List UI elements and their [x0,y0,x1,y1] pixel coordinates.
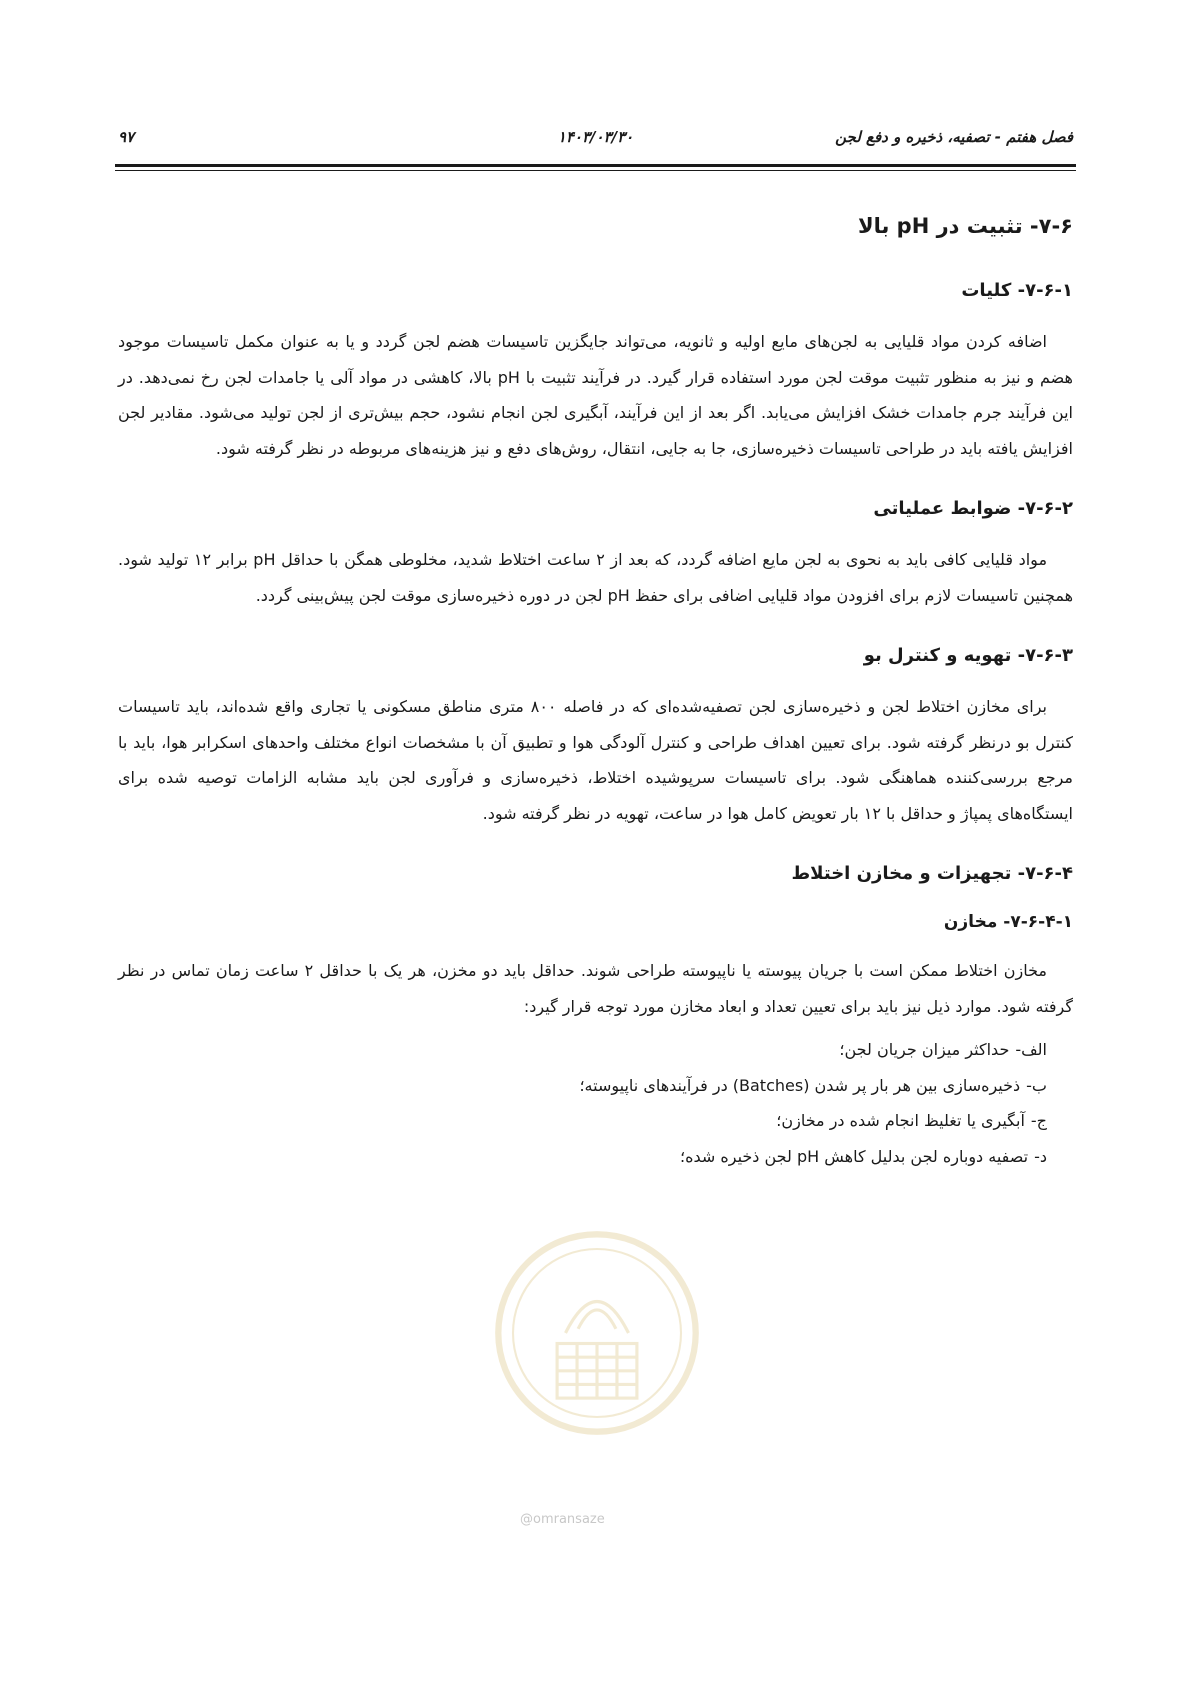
list-item [118,1068,1047,1104]
chapter-title: فصل هفتم - تصفیه، ذخیره و دفع لجن [835,128,1073,146]
paragraph-operational-criteria: مواد قلیایی کافی باید به نحوی به لجن مایع اضافه گردد، که بعد از ۲ ساعت اختلاط شدید، مخلوطی همگن با حداقل pH برابر ۱۲ تولید شود. همچنین تاسیسات لازم برای افزودن مواد قلیایی اضافی برای حفظ pH لجن در دوره ذخیره‌سازی موقت لجن پیش‌بینی گردد. [118,550,1073,605]
list-marker: ب- [1026,1075,1047,1095]
list-text: آبگیری یا تغلیظ انجام شده در مخازن؛ [776,1111,1025,1130]
list-text: ذخیره‌سازی بین هر بار پر شدن (Batches) در فرآیندهای ناپیوسته؛ [579,1075,1021,1095]
paragraph-tanks: مخازن اختلاط ممکن است با جریان پیوسته یا ناپیوسته طراحی شوند. حداقل باید دو مخزن، هر یک با حداقل ۲ ساعت زمان تماس در نظر گرفته شود. موارد ذیل نیز باید برای تعیین تعداد و ابعاد مخازن مورد توجه قرار گیرد: [118,961,1073,1016]
page-number: ۹۷ [118,128,135,146]
document-body [118,208,1073,1174]
list-item [118,1139,1047,1175]
subsection-title-operational-criteria: ۷-۶-۲- ضوابط عملیاتی [873,498,1073,519]
header-rule-thick [115,164,1076,167]
subsection-title-general: ۷-۶-۱- کلیات [961,280,1073,301]
list-text: تصفیه دوباره لجن بدلیل کاهش pH لجن ذخیره شده؛ [680,1146,1029,1166]
list-marker: د- [1034,1146,1047,1166]
watermark-handle: @omransaze [520,1512,605,1527]
watermark-logo-icon [492,1228,702,1438]
paragraph-ventilation-odor: برای مخازن اختلاط لجن و ذخیره‌سازی لجن تصفیه‌شده‌ای که در فاصله ۸۰۰ متری مناطق مسکونی یا تجاری واقع شده‌اند، باید تاسیسات کنترل بو درنظر گرفته شود. برای تعیین اهداف طراحی و کنترل آلودگی هوا و تطبیق آن با مشخصات انواع مختلف واحدهای اسکرابر هوا، باید با مرجع بررسی‌کننده هماهنگی شود. برای تاسیسات سرپوشیده اختلاط، ذخیره‌سازی و فرآوری لجن باید مشابه الزامات توصیه شده برای ایستگاه‌های پمپاژ و حداقل با ۱۲ بار تعویض کامل هوا در ساعت، تهویه در نظر گرفته شود. [118,697,1073,823]
subsection-title-ventilation-odor: ۷-۶-۳- تهویه و کنترل بو [863,645,1073,666]
subsection-title-tanks: ۷-۶-۴-۱- مخازن [943,912,1073,932]
paragraph-general: اضافه کردن مواد قلیایی به لجن‌های مایع اولیه و ثانویه، می‌تواند جایگزین تاسیسات هضم لجن گردد و یا به عنوان مکمل تاسیسات موجود هضم و نیز به منظور تثبیت موقت لجن مورد استفاده قرار گیرد. در فرآیند تثبیت با pH بالا، کاهشی در مواد آلی یا جامدات لجن رخ نمی‌دهد. در این فرآیند جرم جامدات خشک افزایش می‌یابد. اگر بعد از این فرآیند، آبگیری لجن انجام نشود، حجم بیش‌تری از لجن تولید می‌شود. مقادیر لجن افزایش یافته باید در طراحی تاسیسات ذخیره‌سازی، جا به جایی، انتقال، روش‌های دفع و نیز هزینه‌های مربوطه در نظر گرفته شود. [118,332,1073,458]
list-marker: الف- [1015,1040,1047,1059]
list-marker: ج- [1030,1111,1047,1130]
list-text: حداکثر میزان جریان لجن؛ [839,1040,1010,1059]
page-header [118,128,1073,164]
header-date: ۱۴۰۳/۰۳/۳۰ [557,128,634,146]
section-title: ۷-۶- تثبیت در pH بالا [857,214,1073,238]
tank-criteria-list [118,1032,1073,1174]
header-rule-thin [115,170,1076,171]
list-item [118,1032,1047,1068]
subsection-title-mixing-equipment: ۷-۶-۴- تجهیزات و مخازن اختلاط [791,863,1073,884]
list-item [118,1103,1047,1139]
